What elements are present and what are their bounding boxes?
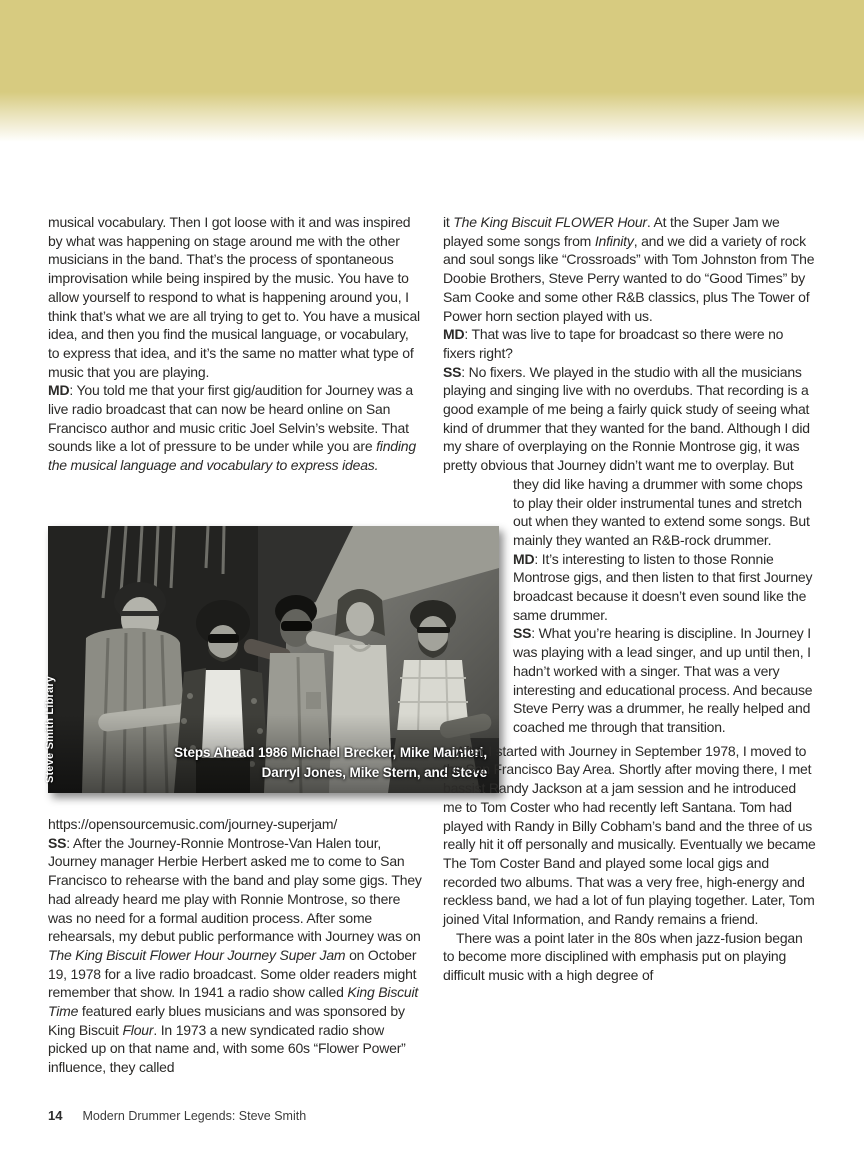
- body-text: it: [443, 214, 454, 230]
- band-photo: [44, 526, 499, 793]
- photo-credit: Steve Smith Library: [44, 675, 56, 783]
- paragraph: [513, 475, 817, 550]
- book-title: Modern Drummer Legends: Steve Smith: [82, 1109, 307, 1123]
- body-text: . At the Super Jam we played some songs from: [443, 214, 780, 249]
- body-text: , and we did a variety of rock and soul songs like “Crossroads” with Tom Johnston from The Doobie Brothers, Steve Perry wanted to do “Good Times” by Sam Cooke and some other R&B classics, plus The Tower of Power horn section played with us.: [443, 232, 815, 324]
- paragraph: [443, 363, 817, 475]
- body-text: : That was live to tape for broadcast so there were no fixers right?: [443, 326, 784, 361]
- body-text: . In 1973 a new syndicated radio show picked up on that name and, with some 60s “Flower Power” influence, they called: [48, 1021, 406, 1076]
- paragraph: [48, 834, 422, 1077]
- body-text: : It’s interesting to listen to those Ronnie Montrose gigs, and then listen to that first Journey broadcast because it doesn’t even sound like the same drummer.: [513, 550, 813, 623]
- paragraph: [443, 929, 817, 985]
- body-text: : After the Journey-Ronnie Montrose-Van Halen tour, Journey manager Herbie Herbert asked me to come to San Francisco to rehearse with the band and play some gigs. They had already heard me play with Ronnie Montrose, so there was no need for a formal audition process. After some rehearsals, my debut public performance with Journey was on: [48, 834, 422, 945]
- paragraph: [513, 624, 817, 736]
- speaker-label: MD: [513, 550, 535, 567]
- body-text: There was a point later in the 80s when jazz-fusion began to become more disciplined with emphasis put on playing difficult music with a high degree of: [443, 929, 803, 984]
- body-text: featured early blues musicians and was sponsored by King Biscuit: [48, 1003, 405, 1038]
- page-footer: [48, 1108, 306, 1123]
- right-column-bottom: [443, 742, 817, 985]
- right-column-top: [443, 213, 817, 475]
- article-url-link[interactable]: [48, 815, 422, 834]
- body-text: musical vocabulary. Then I got loose with it and was inspired by what was happening on stage around me with the other musicians in the band. That’s the process of spontaneous improvisation while being inspired by the music. You have to allow yourself to respond to what is happening around you, I think that’s what we are all trying to get to. You have a musical idea, and then you find the musical language, or vocabulary, to express that idea, and it’s the same no matter what type of music that you are playing.: [48, 214, 420, 380]
- paragraph: [513, 550, 817, 625]
- speaker-label: SS: [48, 834, 67, 851]
- body-text: : You told me that your first gig/audition for Journey was a live radio broadcast that can now be heard online on San Francisco author and music critic Joel Selvin’s website. That sounds like a lot of pressure to be under while you are: [48, 382, 414, 455]
- speaker-label: SS: [513, 625, 532, 642]
- body-text: on October 19, 1978 for a live radio broadcast. Some older readers might remember that show. In 1941 a radio show called: [48, 946, 417, 1001]
- left-column-top: [48, 213, 420, 475]
- page-number: 14: [48, 1108, 63, 1123]
- photo-caption-line-1: Steps Ahead 1986 Michael Brecker, Mike Mainieri,: [174, 745, 487, 760]
- italic-text: Infinity: [594, 232, 634, 249]
- left-column-bottom: [48, 815, 422, 1077]
- photo-caption: [117, 743, 487, 782]
- paragraph: [443, 742, 817, 929]
- right-column: [443, 213, 817, 985]
- body-text: After I started with Journey in September 1978, I moved to the San Francisco Bay Area. Shortly after moving there, I met bassist Randy Jackson at a jam session and he introduced me to Tom Coster who had recently left Santana. Tom had played with Randy in Billy Cobham’s band and the three of us really hit it off personally and musically. Eventually we became The Tom Coster Band and played some local gigs and recorded two albums. That was a very free, high-energy and reckless band, we had a lot of fun playing together. Later, Tom joined Vital Information, and Randy remains a friend.: [443, 742, 816, 928]
- italic-text: The King Biscuit FLOWER Hour: [453, 214, 647, 230]
- paragraph: [48, 381, 420, 475]
- body-text: https://opensourcemusic.com/journey-superjam/: [48, 816, 338, 832]
- speaker-label: MD: [48, 382, 70, 399]
- right-column-wrapped-beside-photo: [513, 475, 817, 737]
- italic-text: King Biscuit Time: [48, 984, 419, 1020]
- body-text: : No fixers. We played in the studio with all the musicians playing and singing live with no overdubs. That recording is a good example of me being a fairly quick study of seeing what kind of drummer that they wanted for the band. Although I did my share of overplaying on the Ronnie Montrose gig, it was pretty obvious that Journey didn’t want me to overplay. But: [443, 363, 810, 474]
- paragraph: [443, 325, 817, 362]
- paragraph: [48, 213, 420, 381]
- top-color-band: [0, 0, 864, 150]
- italic-text: finding the musical language and vocabulary to express ideas.: [48, 438, 416, 474]
- photo-caption-line-2: Darryl Jones, Mike Stern, and Steve: [261, 764, 487, 780]
- italic-text: Flour: [122, 1021, 154, 1038]
- body-text: : What you’re hearing is discipline. In Journey I was playing with a lead singer, and up until then, I hadn’t worked with a singer. That was a very interesting and educational process. And because Steve Perry was a drummer, he really helped and coached me through that transition.: [513, 625, 813, 735]
- body-text: they did like having a drummer with some chops to play their older instrumental tunes and stretch out when they wanted to extend some songs. But mainly they wanted an R&B-rock drummer.: [513, 475, 810, 548]
- speaker-label: MD: [443, 326, 465, 343]
- paragraph: [443, 213, 817, 325]
- speaker-label: SS: [443, 363, 462, 380]
- italic-text: The King Biscuit Flower Hour Journey Super Jam: [48, 946, 346, 963]
